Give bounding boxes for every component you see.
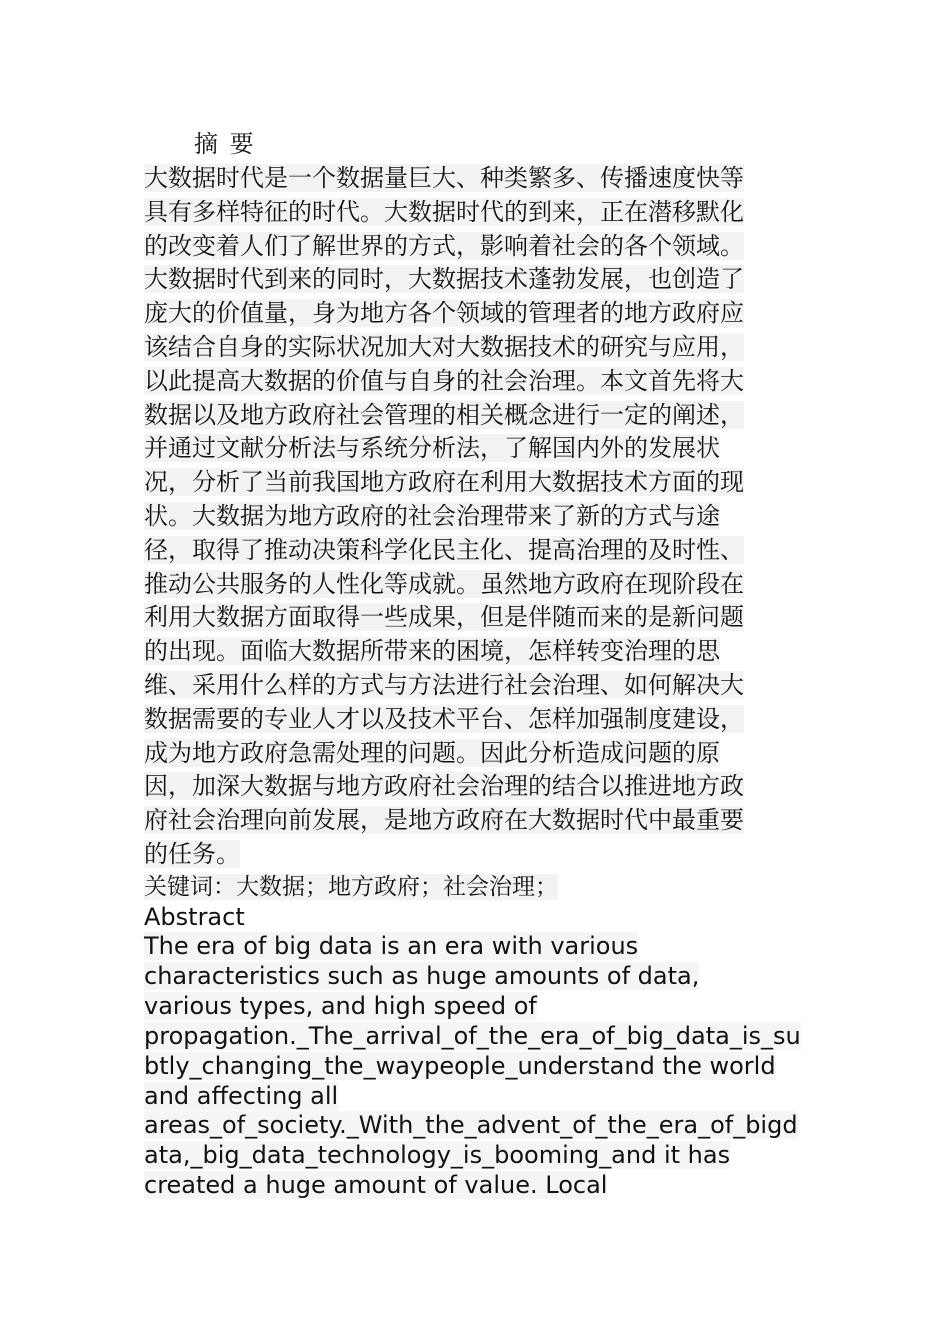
chinese-abstract-line: 的改变着人们了解世界的方式，影响着社会的各个领域。: [144, 231, 744, 260]
chinese-abstract-line: 成为地方政府急需处理的问题。因此分析造成问题的原: [144, 738, 720, 767]
english-abstract-line: propagation._The_arrival_of_the_era_of_big_data_is_su: [144, 1021, 801, 1050]
chinese-abstract-line: 径，取得了推动决策科学化民主化、提高治理的及时性、: [144, 535, 744, 564]
chinese-abstract-line: 大数据时代是一个数据量巨大、种类繁多、传播速度快等: [144, 164, 744, 192]
english-abstract-line: ata,_big_data_technology_is_booming_and it has: [144, 1141, 731, 1170]
chinese-abstract-line: 利用大数据方面取得一些成果，但是伴随而来的是新问题: [144, 603, 744, 632]
chinese-abstract-line: 数据以及地方政府社会管理的相关概念进行一定的阐述，: [144, 400, 744, 429]
chinese-abstract-line: 因，加深大数据与地方政府社会治理的结合以推进地方政: [144, 772, 744, 801]
english-abstract-line: The era of big data is an era with various: [144, 932, 639, 960]
chinese-abstract-line: 府社会治理向前发展，是地方政府在大数据时代中最重要: [144, 806, 744, 835]
chinese-abstract-line: 数据需要的专业人才以及技术平台、怎样加强制度建设，: [144, 704, 744, 733]
english-abstract-line: btly_changing_the_waypeople_understand the world: [144, 1051, 776, 1080]
chinese-abstract-line: 并通过文献分析法与系统分析法，了解国内外的发展状: [144, 434, 720, 463]
chinese-abstract-line: 该结合自身的实际状况加大对大数据技术的研究与应用，: [144, 332, 744, 361]
abstract-heading: 摘 要: [194, 130, 256, 158]
english-abstract-heading: Abstract: [144, 903, 245, 931]
chinese-abstract-line: 维、采用什么样的方式与方法进行社会治理、如何解决大: [144, 670, 744, 699]
chinese-abstract-line: 的出现。面临大数据所带来的困境，怎样转变治理的思: [144, 637, 720, 666]
english-abstract-line: created a huge amount of value. Local: [144, 1171, 608, 1200]
chinese-abstract-line: 推动公共服务的人性化等成就。虽然地方政府在现阶段在: [144, 569, 744, 598]
english-abstract-line: various types, and high speed of: [144, 991, 537, 1020]
english-abstract-body: [144, 932, 804, 1201]
chinese-abstract-line: 状。大数据为地方政府的社会治理带来了新的方式与途: [144, 501, 720, 530]
chinese-abstract-line: 况，分析了当前我国地方政府在利用大数据技术方面的现: [144, 468, 744, 497]
english-abstract-line: areas_of_society._With_the_advent_of_the_era_of_bigd: [144, 1111, 798, 1140]
english-abstract-line: and affecting all: [144, 1081, 339, 1110]
chinese-abstract-line: 以此提高大数据的价值与自身的社会治理。本文首先将大: [144, 366, 744, 395]
chinese-keywords: 关键词：大数据；地方政府；社会治理；: [144, 874, 558, 900]
chinese-abstract-line: 大数据时代到来的同时，大数据技术蓬勃发展，也创造了: [144, 265, 744, 294]
chinese-abstract-body: [144, 162, 792, 872]
chinese-abstract-line: 庞大的价值量，身为地方各个领域的管理者的地方政府应: [144, 299, 744, 328]
english-abstract-line: characteristics such as huge amounts of data,: [144, 961, 700, 990]
chinese-abstract-line: 具有多样特征的时代。大数据时代的到来，正在潜移默化: [144, 197, 744, 226]
chinese-abstract-line: 的任务。: [144, 839, 240, 868]
